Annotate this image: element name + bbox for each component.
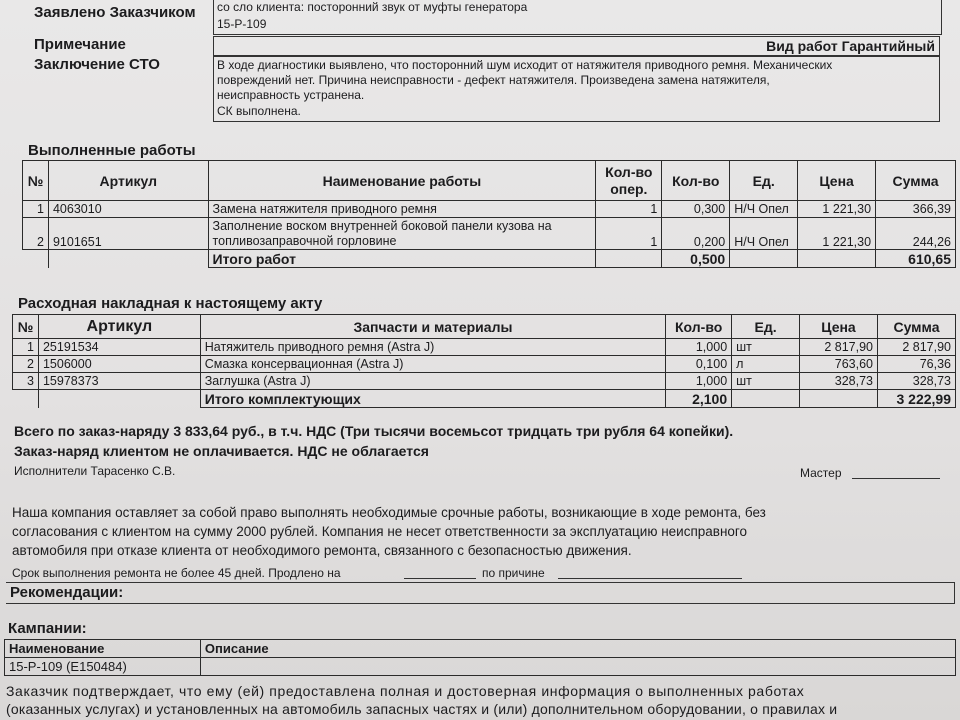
- works-row-2-name-line-2: топливозаправочной горловине: [212, 233, 397, 248]
- parts-row-3-unit: шт: [732, 373, 800, 390]
- works-row-1-qty: 0,300: [662, 201, 730, 218]
- campaigns-header-row: [5, 640, 956, 658]
- parts-col-n: №: [13, 315, 39, 339]
- master-signature-line: [852, 478, 940, 479]
- works-row-2-ops: 1: [596, 218, 662, 250]
- parts-row-2-unit: л: [732, 356, 800, 373]
- parts-row-2-sum: 76,36: [877, 356, 955, 373]
- works-row-2-sum: 244,26: [876, 218, 956, 250]
- parts-row-3-n: 3: [13, 373, 39, 390]
- works-total-qty: 0,500: [662, 250, 730, 268]
- parts-row-3-sum: 328,73: [877, 373, 955, 390]
- works-row-2-price: 1 221,30: [798, 218, 876, 250]
- terms-line-3: автомобиля при отказе клиента от необходимого ремонта, связанного с безопасностью движения.: [12, 543, 632, 558]
- campaigns-title: Кампании:: [8, 620, 87, 637]
- table-row: [23, 201, 956, 218]
- parts-row-2-n: 2: [13, 356, 39, 373]
- parts-col-qty: Кол-во: [666, 315, 732, 339]
- works-col-name: Наименование работы: [208, 161, 596, 201]
- parts-row-2-qty: 0,100: [666, 356, 732, 373]
- works-col-article: Артикул: [48, 161, 208, 201]
- works-col-sum: Сумма: [876, 161, 956, 201]
- parts-row-1-name: Натяжитель приводного ремня (Astra J): [200, 339, 665, 356]
- parts-header-row: [13, 315, 956, 339]
- parts-row-1-article: 25191534: [38, 339, 200, 356]
- master-label: Мастер: [800, 466, 842, 480]
- campaigns-col-name: Наименование: [5, 640, 201, 658]
- works-row-1-ops: 1: [596, 201, 662, 218]
- parts-total-row: [13, 390, 956, 408]
- works-row-2-unit: Н/Ч Опел: [730, 218, 798, 250]
- works-total-label: Итого работ: [208, 250, 596, 268]
- conclusion-line-4: СК выполнена.: [217, 104, 301, 118]
- parts-col-price: Цена: [800, 315, 878, 339]
- parts-row-3-qty: 1,000: [666, 373, 732, 390]
- recommendations-label: Рекомендации:: [10, 584, 124, 601]
- table-row: [5, 658, 956, 676]
- conclusion-line-3: неисправность устранена.: [217, 88, 365, 102]
- parts-col-unit: Ед.: [732, 315, 800, 339]
- works-total-sum: 610,65: [876, 250, 956, 268]
- parts-table: [12, 314, 956, 408]
- works-col-unit: Ед.: [730, 161, 798, 201]
- parts-row-2-name: Смазка консервационная (Astra J): [200, 356, 665, 373]
- parts-col-article: Артикул: [38, 315, 200, 339]
- campaigns-col-desc: Описание: [200, 640, 955, 658]
- works-row-1-n: 1: [23, 201, 49, 218]
- works-col-n: №: [23, 161, 49, 201]
- note-label: Примечание: [34, 36, 126, 53]
- parts-row-3-name: Заглушка (Astra J): [200, 373, 665, 390]
- campaign-row-name: 15-Р-109 (Е150484): [5, 658, 201, 676]
- executors: Исполнители Тарасенко С.В.: [14, 464, 176, 478]
- reason-blank: [558, 578, 742, 579]
- works-col-price: Цена: [798, 161, 876, 201]
- extension-blank: [404, 578, 476, 579]
- parts-row-3-price: 328,73: [800, 373, 878, 390]
- parts-row-1-unit: шт: [732, 339, 800, 356]
- table-row: [23, 218, 956, 250]
- works-row-2-n: 2: [23, 218, 49, 250]
- parts-row-1-qty: 1,000: [666, 339, 732, 356]
- works-header-row: [23, 161, 956, 201]
- deadline-text: Срок выполнения ремонта не более 45 дней. Продлено на: [12, 566, 341, 580]
- works-row-2-name: [208, 218, 596, 250]
- parts-col-name: Запчасти и материалы: [200, 315, 665, 339]
- declared-text-1: со сло клиента: посторонний звук от муфты генератора: [217, 0, 528, 14]
- conclusion-line-2: повреждений нет. Причина неисправности - дефект натяжителя. Произведена замена натяжителя,: [217, 73, 770, 87]
- campaigns-table: [4, 639, 956, 676]
- works-row-1-sum: 366,39: [876, 201, 956, 218]
- declared-text-2: 15-Р-109: [217, 17, 267, 31]
- terms-line-1: Наша компания оставляет за собой право выполнять необходимые срочные работы, возникающие в ходе ремонта, без: [12, 505, 766, 520]
- table-row: [13, 339, 956, 356]
- conclusion-label: Заключение СТО: [34, 56, 160, 73]
- parts-total-qty: 2,100: [666, 390, 732, 408]
- works-row-2-name-line-1: Заполнение воском внутренней боковой панели кузова на: [212, 218, 552, 233]
- work-type: Вид работ Гарантийный: [766, 38, 935, 54]
- reason-text: по причине: [482, 566, 545, 580]
- note-box: [213, 36, 940, 56]
- works-col-qty: Кол-во: [662, 161, 730, 201]
- works-row-1-name: Замена натяжителя приводного ремня: [208, 201, 596, 218]
- works-col-ops: Кол-во опер.: [596, 161, 662, 201]
- declared-box: [213, 0, 942, 35]
- works-row-2-qty: 0,200: [662, 218, 730, 250]
- conclusion-box: [213, 56, 940, 122]
- declared-label: Заявлено Заказчиком: [34, 4, 196, 21]
- conclusion-line-1: В ходе диагностики выявлено, что посторонний шум исходит от натяжителя приводного ремня. Механических: [217, 58, 833, 72]
- parts-row-1-price: 2 817,90: [800, 339, 878, 356]
- terms-line-2: согласования с клиентом на сумму 2000 рублей. Компания не несет ответственности за эксплуатацию неисправного: [12, 524, 748, 539]
- works-row-2-article: 9101651: [48, 218, 208, 250]
- parts-total-sum: 3 222,99: [877, 390, 955, 408]
- table-row: [13, 373, 956, 390]
- recommendations-box: [6, 582, 955, 604]
- works-row-1-article: 4063010: [48, 201, 208, 218]
- parts-row-1-sum: 2 817,90: [877, 339, 955, 356]
- parts-row-2-article: 1506000: [38, 356, 200, 373]
- parts-col-sum: Сумма: [877, 315, 955, 339]
- works-row-1-unit: Н/Ч Опел: [730, 201, 798, 218]
- parts-row-2-price: 763,60: [800, 356, 878, 373]
- footer-line-1: Заказчик подтверждает, что ему (ей) предоставлена полная и достоверная информация о выполненных работах: [6, 683, 805, 699]
- campaign-row-desc: [200, 658, 955, 676]
- parts-row-1-n: 1: [13, 339, 39, 356]
- parts-row-3-article: 15978373: [38, 373, 200, 390]
- parts-total-label: Итого комплектующих: [200, 390, 665, 408]
- works-title: Выполненные работы: [28, 142, 196, 159]
- works-table: [22, 160, 956, 268]
- summary-total: Всего по заказ-наряду 3 833,64 руб., в т.ч. НДС (Три тысячи восемьсот тридцать три рубля 64 копейки).: [14, 423, 734, 439]
- summary-not-paid: Заказ-наряд клиентом не оплачивается. НДС не облагается: [14, 443, 429, 459]
- works-total-row: [23, 250, 956, 268]
- table-row: [13, 356, 956, 373]
- footer-line-2: (оказанных услугах) и установленных на автомобиль запасных частях и (или) дополнительном оборудовании, о правилах и: [6, 701, 838, 717]
- parts-title: Расходная накладная к настоящему акту: [18, 295, 323, 312]
- works-row-1-price: 1 221,30: [798, 201, 876, 218]
